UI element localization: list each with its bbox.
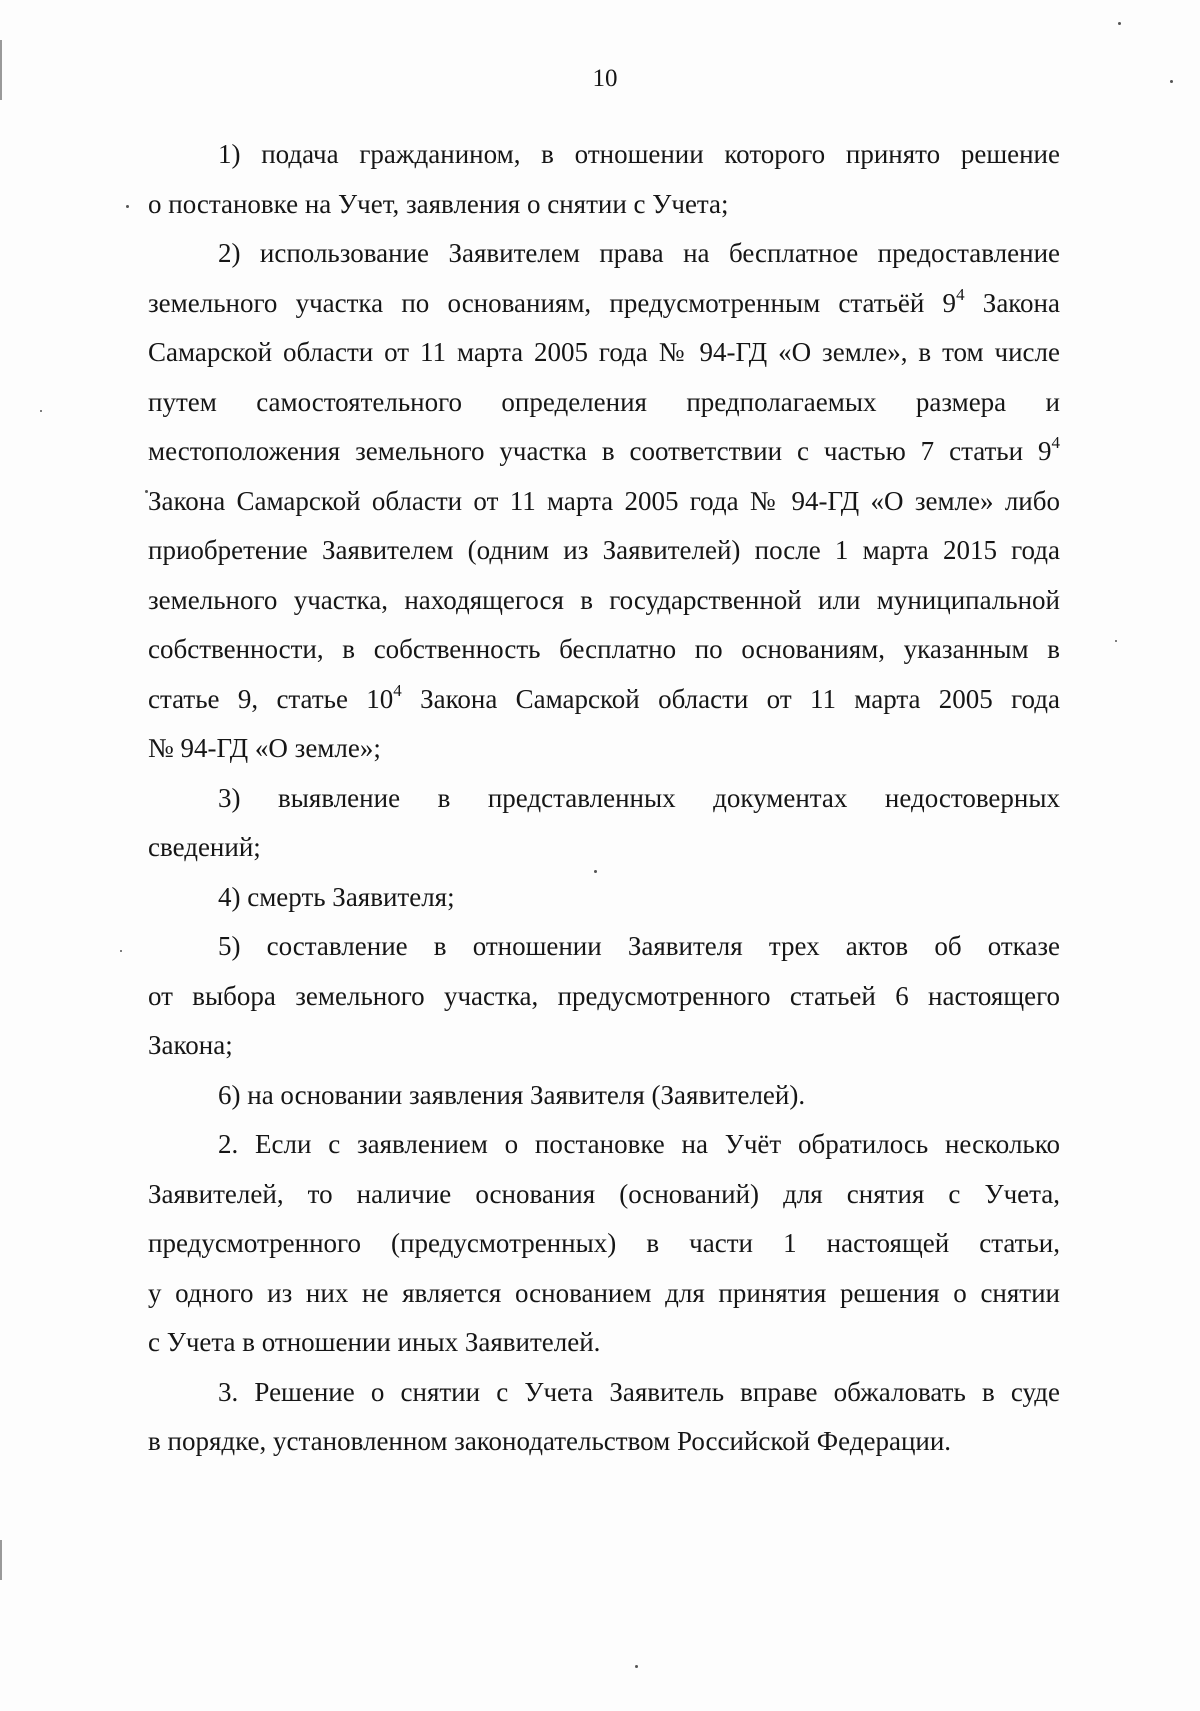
- text-line: Закона Самарской области от 11 марта 2005 года № 94-ГД «О земле» либо: [148, 485, 1060, 516]
- scan-speck: [126, 205, 129, 208]
- text-line: № 94-ГД «О земле»;: [148, 733, 381, 763]
- text-line: 3) выявление в представленных документах недостоверных: [218, 782, 1060, 813]
- paragraph-3: [148, 774, 1060, 873]
- text-line: 3. Решение о снятии с Учета Заявитель вправе обжаловать в суде: [218, 1376, 1060, 1407]
- text-line: путем самостоятельного определения предполагаемых размера и: [148, 386, 1060, 417]
- text-segment: статье 9, статье 10: [148, 683, 394, 714]
- text-line: 2) использование Заявителем права на бесплатное предоставление: [218, 238, 1060, 268]
- text-line: 6) на основании заявления Заявителя (Заявителей).: [218, 1079, 806, 1110]
- text-line: с Учета в отношении иных Заявителей.: [148, 1327, 601, 1357]
- text-line: 2. Если с заявлением о постановке на Учёт обратилось несколько: [218, 1129, 1060, 1159]
- paragraph-4: [148, 873, 1060, 923]
- scan-edge-mark: [0, 1540, 2, 1580]
- text-segment: Закона: [964, 287, 1060, 318]
- text-line: сведений;: [148, 832, 261, 862]
- text-line: Самарской области от 11 марта 2005 года № 94-ГД «О земле», в том числе: [148, 337, 1060, 367]
- page-number: 10: [592, 65, 618, 92]
- text-line: в порядке, установленном законодательством Российской Федерации.: [148, 1426, 952, 1456]
- text-line: 4) смерть Заявителя;: [218, 881, 455, 912]
- scan-speck: [40, 410, 42, 412]
- text-line: от выбора земельного участка, предусмотренного статьей 6 настоящего: [148, 980, 1060, 1011]
- paragraph-7: [148, 1120, 1060, 1368]
- text-line: у одного из них не является основанием для принятия решения о снятии: [148, 1277, 1060, 1308]
- text-line: Закона;: [148, 1030, 233, 1060]
- text-line: приобретение Заявителем (одним из Заявителей) после 1 марта 2015 года: [148, 535, 1060, 565]
- text-line: Заявителей, то наличие основания (оснований) для снятия с Учета,: [148, 1178, 1060, 1209]
- superscript: 4: [956, 284, 965, 304]
- document-body: [148, 130, 1060, 1467]
- text-segment: местоположения земельного участка в соответствии с частью 7 статьи 9: [148, 436, 1052, 466]
- scan-speck: [635, 1665, 638, 1668]
- text-line: 1) подача гражданином, в отношении которого принято решение: [218, 139, 1060, 169]
- scan-speck: [120, 950, 122, 952]
- paragraph-1: [148, 130, 1060, 229]
- paragraph-6: [148, 1071, 1060, 1121]
- text-line: [148, 279, 1060, 329]
- superscript: 4: [1051, 433, 1060, 452]
- text-line: собственности, в собственность бесплатно по основаниям, указанным в: [148, 634, 1060, 664]
- superscript: 4: [393, 680, 402, 700]
- text-line: [148, 675, 1060, 725]
- scan-speck: [1115, 640, 1117, 642]
- paragraph-8: [148, 1368, 1060, 1467]
- text-line: о постановке на Учет, заявления о снятии с Учета;: [148, 188, 729, 219]
- text-segment: Закона Самарской области от 11 марта 2005 года: [401, 683, 1060, 714]
- paragraph-2: [148, 229, 1060, 774]
- text-line: 5) составление в отношении Заявителя трех актов об отказе: [218, 931, 1060, 961]
- paragraph-5: [148, 922, 1060, 1071]
- text-line: земельного участка, находящегося в государственной или муниципальной: [148, 584, 1060, 615]
- scan-speck: [1118, 22, 1121, 25]
- text-line: предусмотренного (предусмотренных) в части 1 настоящей статьи,: [148, 1228, 1060, 1258]
- text-segment: земельного участка по основаниям, предусмотренным статьёй 9: [148, 287, 957, 318]
- text-line: [148, 427, 1060, 477]
